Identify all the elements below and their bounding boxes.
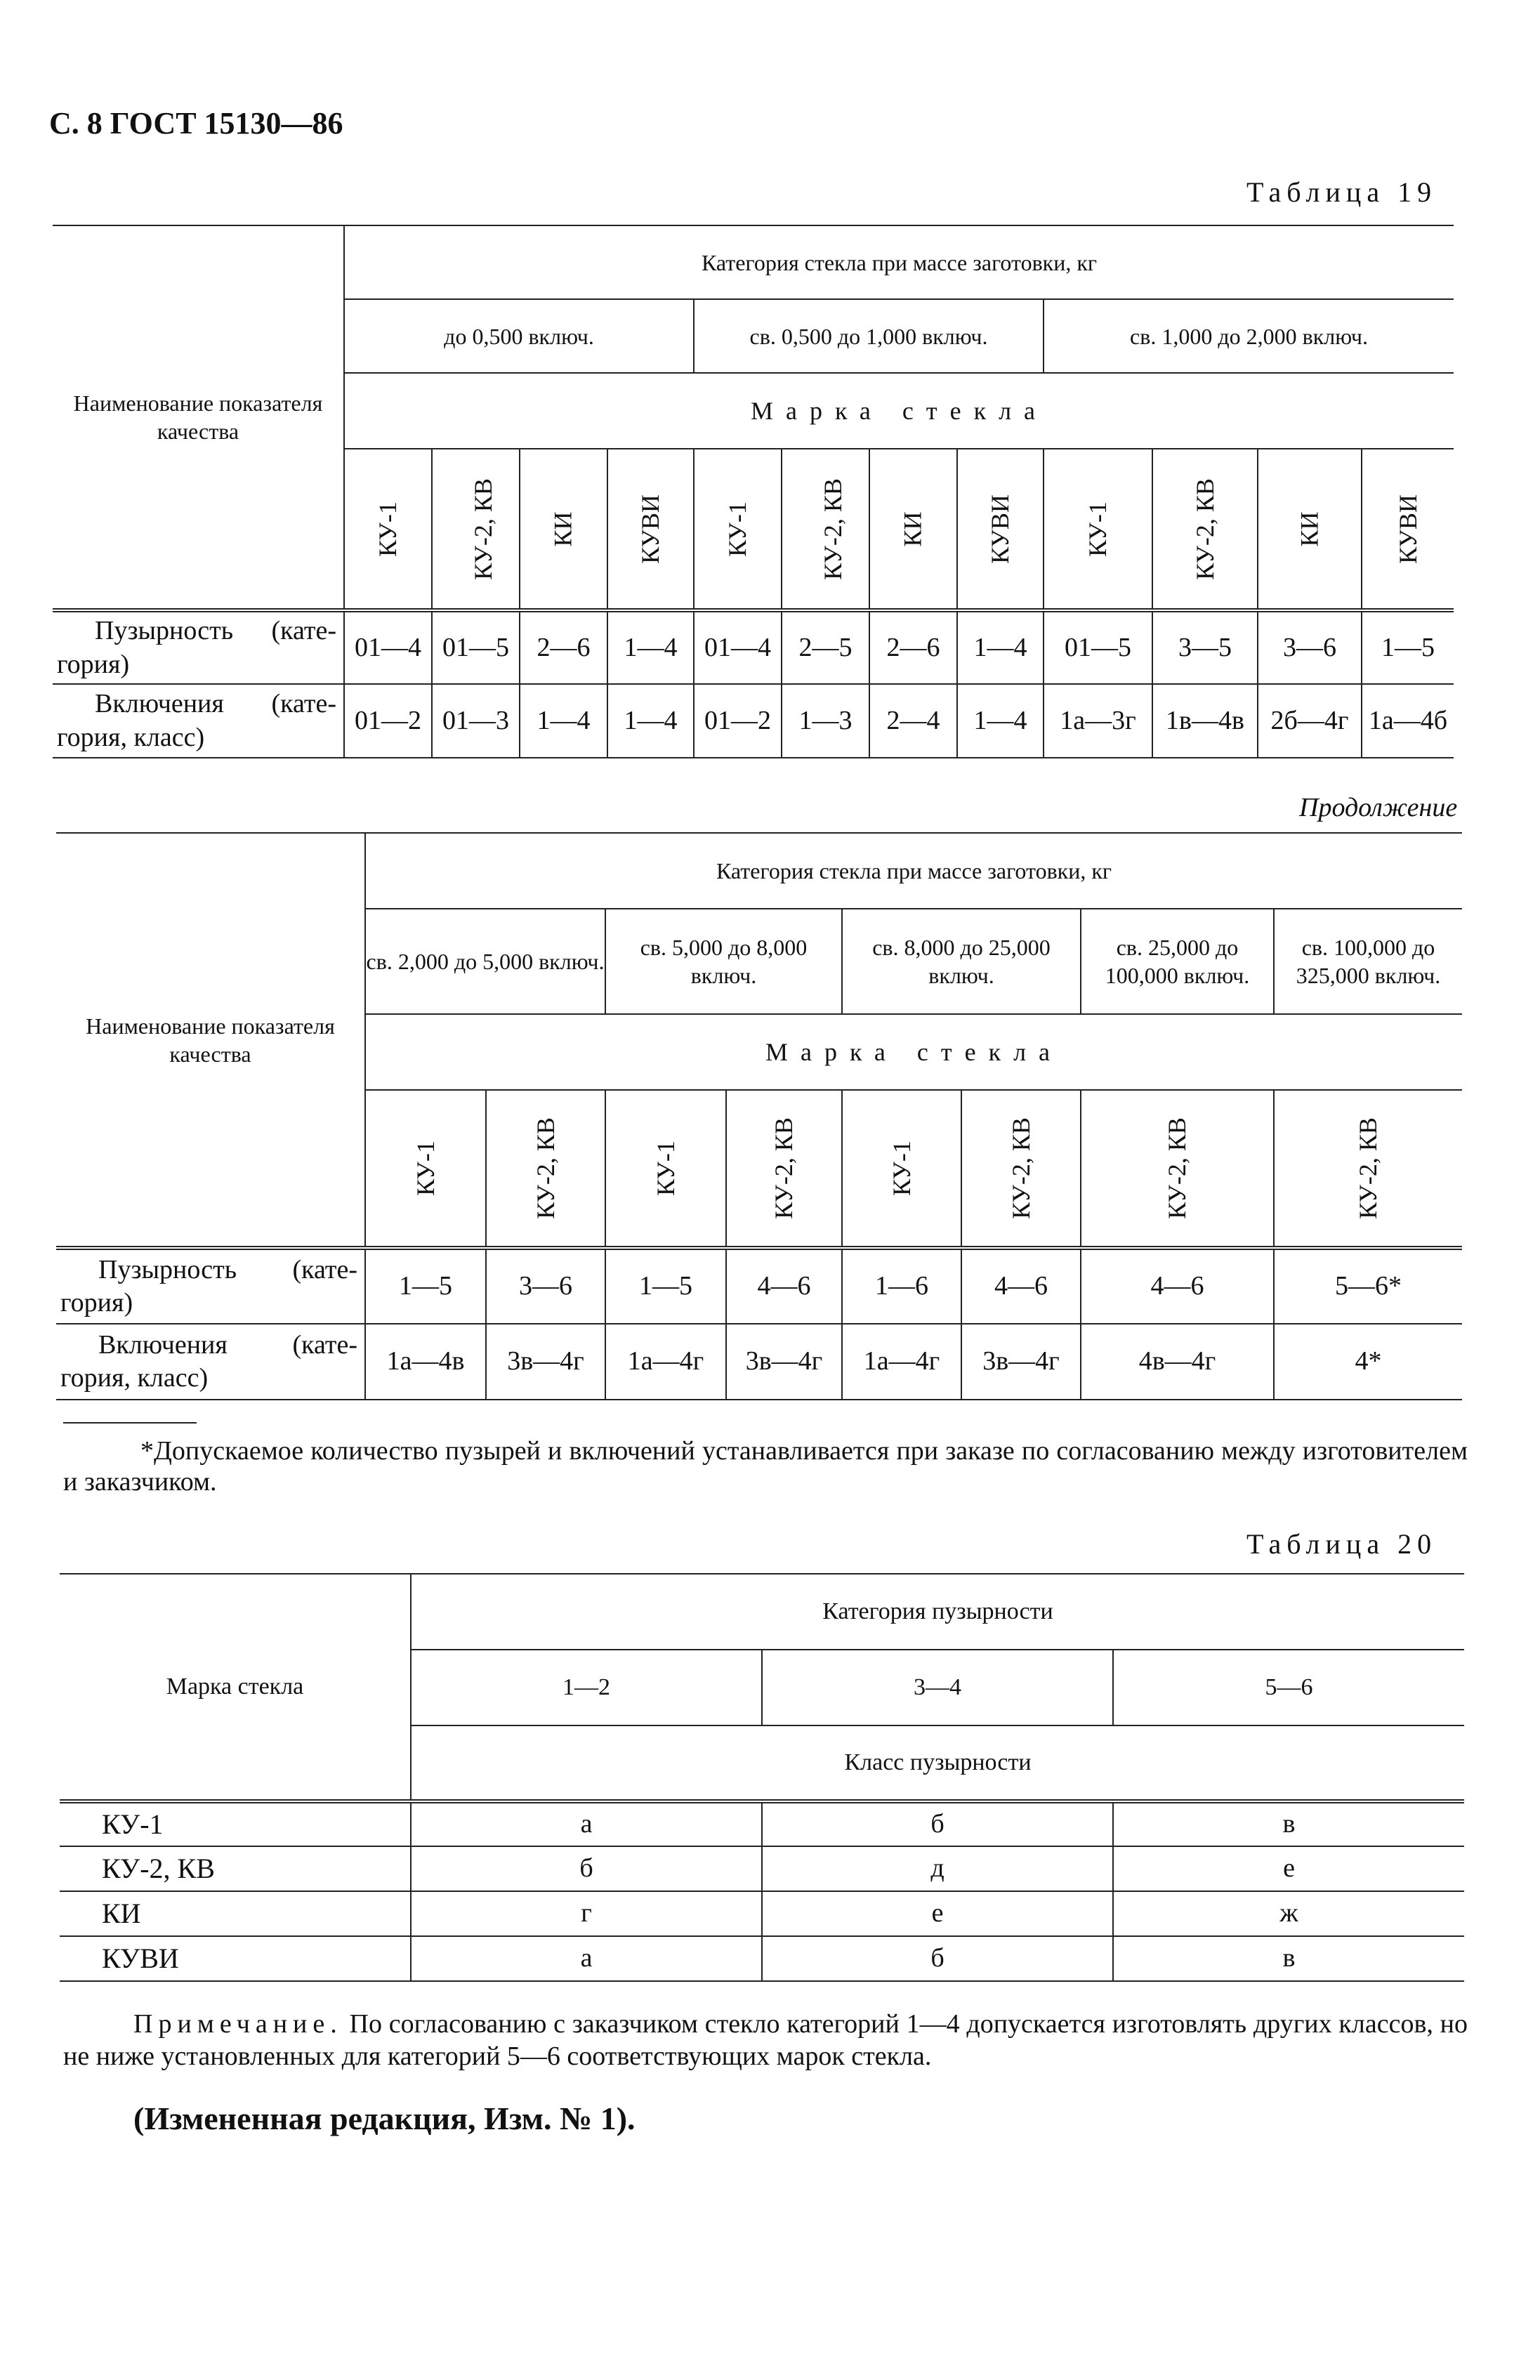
value-cell: 01—4 [344, 610, 432, 684]
value-cell: 2—5 [782, 610, 869, 684]
row-name: Пузырность (кате- гория) [56, 1248, 365, 1324]
brand-cell: КУ-2, КВ [432, 449, 520, 610]
value-cell: 1—4 [957, 684, 1044, 758]
value-cell: 01—5 [432, 610, 520, 684]
value-cell: 4* [1274, 1324, 1462, 1400]
footnote-rule [63, 1422, 197, 1424]
brand-cell: КУ-1 [842, 1090, 961, 1248]
row-name: Включения (кате- гория, класс) [53, 684, 344, 758]
mass-range: св. 2,000 до 5,000 включ. [365, 909, 605, 1014]
brand-cell: КУ-1 [1044, 449, 1152, 610]
value-cell: 01—2 [344, 684, 432, 758]
brand-cell: КУ-2, КВ [961, 1090, 1081, 1248]
value-cell: 1—6 [842, 1248, 961, 1324]
value-cell: 01—5 [1044, 610, 1152, 684]
brand-cell: КУ-1 [365, 1090, 486, 1248]
amendment-note: (Измененная редакция, Изм. № 1). [133, 2100, 636, 2136]
value-cell: б [762, 1801, 1113, 1846]
value-cell: а [411, 1801, 762, 1846]
page-header: С. 8 ГОСТ 15130—86 [49, 106, 343, 140]
brand-cell: КУ-1 [694, 449, 782, 610]
mass-range: св. 25,000 до 100,000 включ. [1081, 909, 1274, 1014]
value-cell: 3—6 [486, 1248, 605, 1324]
brand-cell: КУ-2, КВ [782, 449, 869, 610]
table-19 [53, 225, 1454, 758]
brand-cell: КУ-1 [605, 1090, 726, 1248]
value-cell: б [762, 1936, 1113, 1981]
value-cell: 1—4 [520, 684, 607, 758]
class-header: Класс пузырности [411, 1725, 1464, 1801]
value-cell: 2—4 [869, 684, 957, 758]
value-cell: в [1113, 1936, 1464, 1981]
value-cell: 3в—4г [486, 1324, 605, 1400]
value-cell: е [1113, 1846, 1464, 1891]
value-cell: 01—4 [694, 610, 782, 684]
brand-cell: КУ-2, КВ [1081, 1090, 1274, 1248]
note-lead: Примечание. [133, 2009, 343, 2039]
brand-cell: КУВИ [1362, 449, 1454, 610]
value-cell: 1а—4б [1362, 684, 1454, 758]
brand-header: Марка стекла [344, 373, 1454, 449]
table-row [56, 1248, 1462, 1324]
category-cell: 3—4 [762, 1650, 1113, 1725]
brand-cell: КУ-2, КВ [1152, 449, 1258, 610]
table-row [60, 1891, 1464, 1936]
value-cell: 5—6* [1274, 1248, 1462, 1324]
brand-name: КУВИ [60, 1936, 411, 1981]
row-header-cell: Наименование показателя качества [56, 833, 365, 1248]
value-cell: 3—6 [1258, 610, 1362, 684]
value-cell: 4—6 [1081, 1248, 1274, 1324]
value-cell: 3в—4г [726, 1324, 842, 1400]
value-cell: г [411, 1891, 762, 1936]
table-row [53, 610, 1454, 684]
value-cell: 1—4 [957, 610, 1044, 684]
table19-caption: Таблица 19 [1246, 176, 1437, 208]
table-row [60, 1846, 1464, 1891]
value-cell: 3—5 [1152, 610, 1258, 684]
value-cell: 3в—4г [961, 1324, 1081, 1400]
table-20 [60, 1573, 1464, 1982]
brand-header: Марка стекла [365, 1014, 1462, 1090]
brand-cell: КУВИ [607, 449, 694, 610]
brand-cell: КУ-2, КВ [1274, 1090, 1462, 1248]
note-text: По согласованию с заказчиком стекло категорий 1—4 допускается изготовлять других классов, но не ниже установленных для категорий 5—6 соответствующих марок стекла. [63, 2009, 1468, 2071]
row-header-cell: Наименование показателя качества [53, 225, 344, 610]
category-cell: 5—6 [1113, 1650, 1464, 1725]
note [63, 2008, 1468, 2072]
mass-range: св. 0,500 до 1,000 включ. [694, 299, 1044, 373]
value-cell: 1—5 [365, 1248, 486, 1324]
value-cell: а [411, 1936, 762, 1981]
value-cell: 4в—4г [1081, 1324, 1274, 1400]
mass-range: св. 5,000 до 8,000 включ. [605, 909, 842, 1014]
table-19-continuation [56, 832, 1462, 1400]
value-cell: 1—4 [607, 610, 694, 684]
table-row [56, 1324, 1462, 1400]
category-header: Категория стекла при массе заготовки, кг [365, 833, 1462, 909]
brand-cell: КИ [1258, 449, 1362, 610]
category-cell: 1—2 [411, 1650, 762, 1725]
table-row [60, 1801, 1464, 1846]
value-cell: 01—3 [432, 684, 520, 758]
mass-range: св. 1,000 до 2,000 включ. [1044, 299, 1454, 373]
value-cell: 4—6 [961, 1248, 1081, 1324]
table-row [60, 1936, 1464, 1981]
category-header: Категория стекла при массе заготовки, кг [344, 225, 1454, 299]
table20-caption: Таблица 20 [1246, 1528, 1437, 1560]
value-cell: 1в—4в [1152, 684, 1258, 758]
brand-name: КИ [60, 1891, 411, 1936]
continuation-caption: Продолжение [1299, 793, 1458, 822]
value-cell: б [411, 1846, 762, 1891]
value-cell: 2—6 [869, 610, 957, 684]
row-name: Включения (кате- гория, класс) [56, 1324, 365, 1400]
mass-range: св. 8,000 до 25,000 включ. [842, 909, 1081, 1014]
brand-name: КУ-1 [60, 1801, 411, 1846]
mass-range: до 0,500 включ. [344, 299, 694, 373]
brand-cell: КУ-2, КВ [486, 1090, 605, 1248]
footnote: *Допускаемое количество пузырей и включений устанавливается при заказе по согласованию между изготовителем и заказчиком. [63, 1436, 1468, 1497]
row-header-cell: Марка стекла [60, 1574, 411, 1801]
value-cell: 1—3 [782, 684, 869, 758]
category-header: Категория пузырности [411, 1574, 1464, 1650]
brand-cell: КУ-1 [344, 449, 432, 610]
value-cell: 1—5 [605, 1248, 726, 1324]
value-cell: 1а—3г [1044, 684, 1152, 758]
value-cell: 1—4 [607, 684, 694, 758]
value-cell: 2б—4г [1258, 684, 1362, 758]
brand-cell: КИ [869, 449, 957, 610]
value-cell: 1а—4г [605, 1324, 726, 1400]
brand-name: КУ-2, КВ [60, 1846, 411, 1891]
brand-cell: КИ [520, 449, 607, 610]
value-cell: 01—2 [694, 684, 782, 758]
value-cell: 2—6 [520, 610, 607, 684]
value-cell: д [762, 1846, 1113, 1891]
table-row [53, 684, 1454, 758]
value-cell: ж [1113, 1891, 1464, 1936]
brand-cell: КУ-2, КВ [726, 1090, 842, 1248]
value-cell: 1а—4в [365, 1324, 486, 1400]
value-cell: е [762, 1891, 1113, 1936]
value-cell: 4—6 [726, 1248, 842, 1324]
value-cell: 1а—4г [842, 1324, 961, 1400]
brand-cell: КУВИ [957, 449, 1044, 610]
row-name: Пузырность (кате- гория) [53, 610, 344, 684]
value-cell: в [1113, 1801, 1464, 1846]
mass-range: св. 100,000 до 325,000 включ. [1274, 909, 1462, 1014]
value-cell: 1—5 [1362, 610, 1454, 684]
